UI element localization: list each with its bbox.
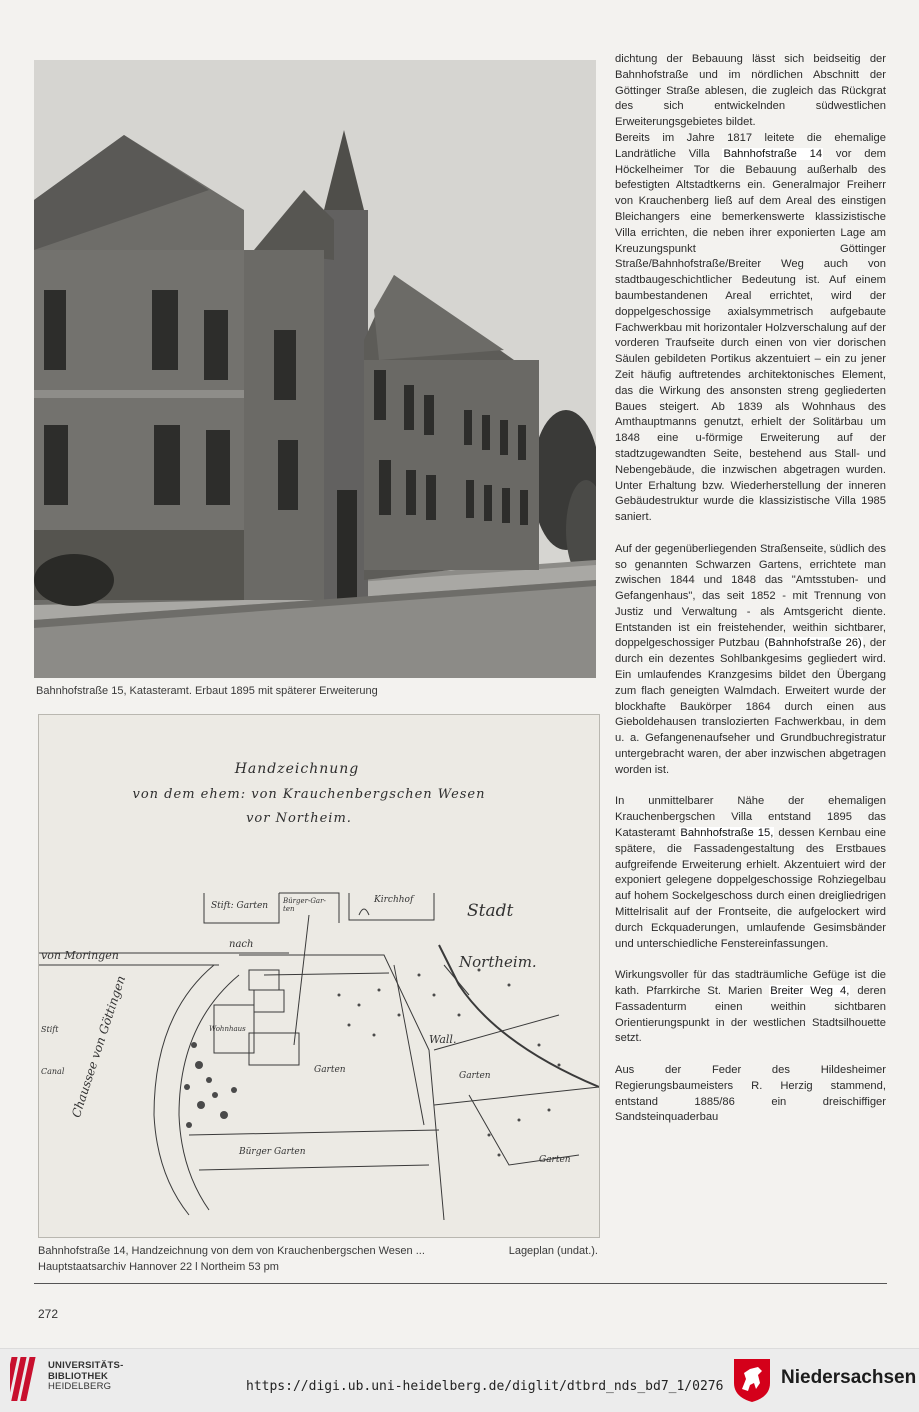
plan-label-stift-garten: Stift: Garten <box>211 901 269 911</box>
paragraph-4-text-b: dessen Kernbau eine spätere, die Fassadengestaltung des Erstbaues aufgreifende Erweiterung erhielt. Akzentuiert wird der exponiert gelegene doppelgeschossige Rohziegelbau auf hohem Sockelgeschoss durch einen dreigliedrigen Mittelrisalit auf der Frontseite, die aufgelockert wird durch Eckquaderungen, umlaufende Gesimsbänder und unterschiedliche Fenstereinfassungen. <box>615 827 886 950</box>
paragraph-2 <box>615 131 886 526</box>
plan-title-line2: von dem ehem: von Krauchenbergschen Wesen <box>132 787 486 802</box>
paragraph-2-text-b: vor dem Höckelheimer Tor die Bebauung außerhalb des befestigten Altstadtkerns ein. Generalmajor Freiherr von Krauchenberg ließ auf dem Areal des einstigen Bleichangers eine bemerkenswerte klassizistische Villa errichten, die neben ihrer exponierten Lage am Kreuzungspunkt Göttinger Straße/Bahnhofstraße/Breiter Weg auch von stadtbaugeschichtlicher Bedeutung ist. Auf einem baumbestandenen Areal errichtet, wird der doppelgeschossige axialsymmetrisch aufgebaute Fachwerkbau mit horizontaler Holzverschalung auf der vorderen Traufseite durch einen von vier dorischen Säulen gebildeten Portikus akzentuiert – ein zu jener Zeit häufig auftretendes architektonisches Element, das die Wirkung des ansonsten streng gegliederten Baues steigert. Ab 1839 als Wohnhaus des Amthauptmanns genutzt, erhielt der Solitärbau um 1848 eine u-förmige Erweiterung auf der stadtzugewandten Seite, bestehend aus Stall- und Nebengebäude, die inzwischen abgetragen wurden. Unter Erhaltung bzw. Wiederherstellung der inneren Gebäudestruktur wurde die klassizistische Villa 1985 saniert. <box>615 147 886 524</box>
niedersachsen-horse-icon[interactable] <box>732 1357 772 1403</box>
ub-heidelberg-wordmark[interactable] <box>48 1361 123 1393</box>
katasteramt-photo <box>34 60 596 678</box>
document-url-link[interactable]: https://digi.ub.uni-heidelberg.de/diglit/dtbrd_nds_bd7_1/0276 <box>246 1379 724 1394</box>
plan-caption-line2: Hauptstaatsarchiv Hannover 22 l Northeim 53 pm <box>38 1261 279 1273</box>
plan-label-stift: Stift <box>41 1025 59 1034</box>
plan-title-line3: vor Northeim. <box>246 811 352 826</box>
plan-label-buerger-garten-bottom: Bürger Garten <box>239 1147 306 1157</box>
plan-caption <box>38 1243 598 1275</box>
ub-line-2: BIBLIOTHEK <box>48 1370 109 1382</box>
plan-label-stadt: Stadt <box>467 901 514 921</box>
viewer-footer <box>0 1348 919 1412</box>
body-text-column <box>615 52 886 1126</box>
plan-label-wohnhaus: Wohnhaus <box>209 1025 246 1033</box>
address-bahnhofstrasse-26: (Bahnhofstraße 26) <box>764 637 862 650</box>
ub-line-1: UNIVERSITÄTS- <box>48 1360 124 1371</box>
paragraph-5-text-b: deren Fassadenturm einen weithin sichtbaren Orientierungspunkt in der westlichen Stadtsilhouette setzt. <box>615 985 886 1045</box>
plan-title-line1: Handzeichnung <box>234 761 360 777</box>
plan-label-garten-right: Garten <box>459 1071 491 1081</box>
niedersachsen-wordmark[interactable]: Niedersachsen <box>781 1367 917 1388</box>
address-bahnhofstrasse-15: Bahnhofstraße 15, <box>680 827 774 840</box>
paragraph-4-text-a: In unmittelbarer Nähe der ehemaligen Krauchenbergschen Villa entstand 1895 das Katasteramt <box>615 795 886 840</box>
plan-label-kirchhof: Kirchhof <box>374 895 414 905</box>
plan-label-buerger-garten: Bürger-Gar- ten <box>283 897 326 913</box>
plan-caption-line1-left: Bahnhofstraße 14, Handzeichnung von dem von Krauchenbergschen Wesen ... <box>38 1245 425 1257</box>
paragraph-4 <box>615 794 886 952</box>
plan-label-wall: Wall. <box>429 1033 457 1046</box>
plan-label-garten-center: Garten <box>314 1065 346 1075</box>
site-plan-drawing <box>38 714 600 1238</box>
paragraph-3-text-b: , der durch ein dezentes Sohlbankgesims gegliedert wird. Ein umlaufendes Kranzgesims bildet den Übergang zum flach geneigten Walmdach. Erweitert wurde der blockhafte Baukörper 1864 durch einen aus Gieboldehausen translozierten Fachwerkbau, in dem u. a. Gefangenenaufseher und Grundbuchregistratur untergebracht waren, der aber inzwischen abgetragen worden ist. <box>615 637 886 776</box>
paragraph-6: Aus der Feder des Hildesheimer Regierungsbaumeisters R. Herzig stammend, entstand 1885/86 ein dreischiffiger Sandsteinquaderbau <box>615 1064 886 1124</box>
plan-label-garten-corner: Garten <box>539 1155 571 1165</box>
ub-line-3: HEIDELBERG <box>48 1381 112 1392</box>
plan-label-canal: Canal <box>41 1067 65 1076</box>
plan-label-chaussee: Chaussee von Göttingen <box>69 974 129 1120</box>
ub-heidelberg-logo-icon[interactable] <box>10 1355 42 1403</box>
address-bahnhofstrasse-14: Bahnhofstraße 14 <box>723 147 823 160</box>
paragraph-2-text-a: Bereits im Jahre 1817 leitete die ehemalige Landrätliche Villa <box>615 131 886 160</box>
plan-label-northeim: Northeim. <box>459 953 537 971</box>
footer-rule <box>34 1283 887 1284</box>
photo-caption: Bahnhofstraße 15, Katasteramt. Erbaut 1895 mit späterer Erweiterung <box>36 685 378 697</box>
paragraph-5-text-a: Wirkungsvoller für das stadträumliche Gefüge ist die kath. Pfarrkirche St. Marien <box>615 969 886 998</box>
address-breiter-weg-4: Breiter Weg 4, <box>770 985 850 998</box>
paragraph-5 <box>615 968 886 1047</box>
plan-caption-line1-right: Lageplan (undat.). <box>508 1245 598 1257</box>
paragraph-3 <box>615 542 886 779</box>
page-number: 272 <box>38 1307 59 1321</box>
plan-label-moringen: von Moringen <box>41 949 119 962</box>
plan-label-nach: nach <box>229 939 254 950</box>
paragraph-1: dichtung der Bebauung lässt sich beidseitig der Bahnhofstraße und im nördlichen Abschnitt der Göttinger Straße ablesen, die zugleich das Rückgrat des sich entwickelnden südwestlichen Erweiterungsgebietes bildet. <box>615 53 886 129</box>
paragraph-3-text-a: Auf der gegenüberliegenden Straßenseite, südlich des so genannten Schwarzen Gartens, errichtete man zwischen 1844 und 1848 das "Amtsstuben- und Gefangenhaus", das seit 1852 - mit Trennung von Justiz und Verwaltung - als Amtsgericht diente. Entstanden ist ein freistehender, weithin sichtbarer, doppelgeschossiger Putzbau <box>615 542 886 650</box>
